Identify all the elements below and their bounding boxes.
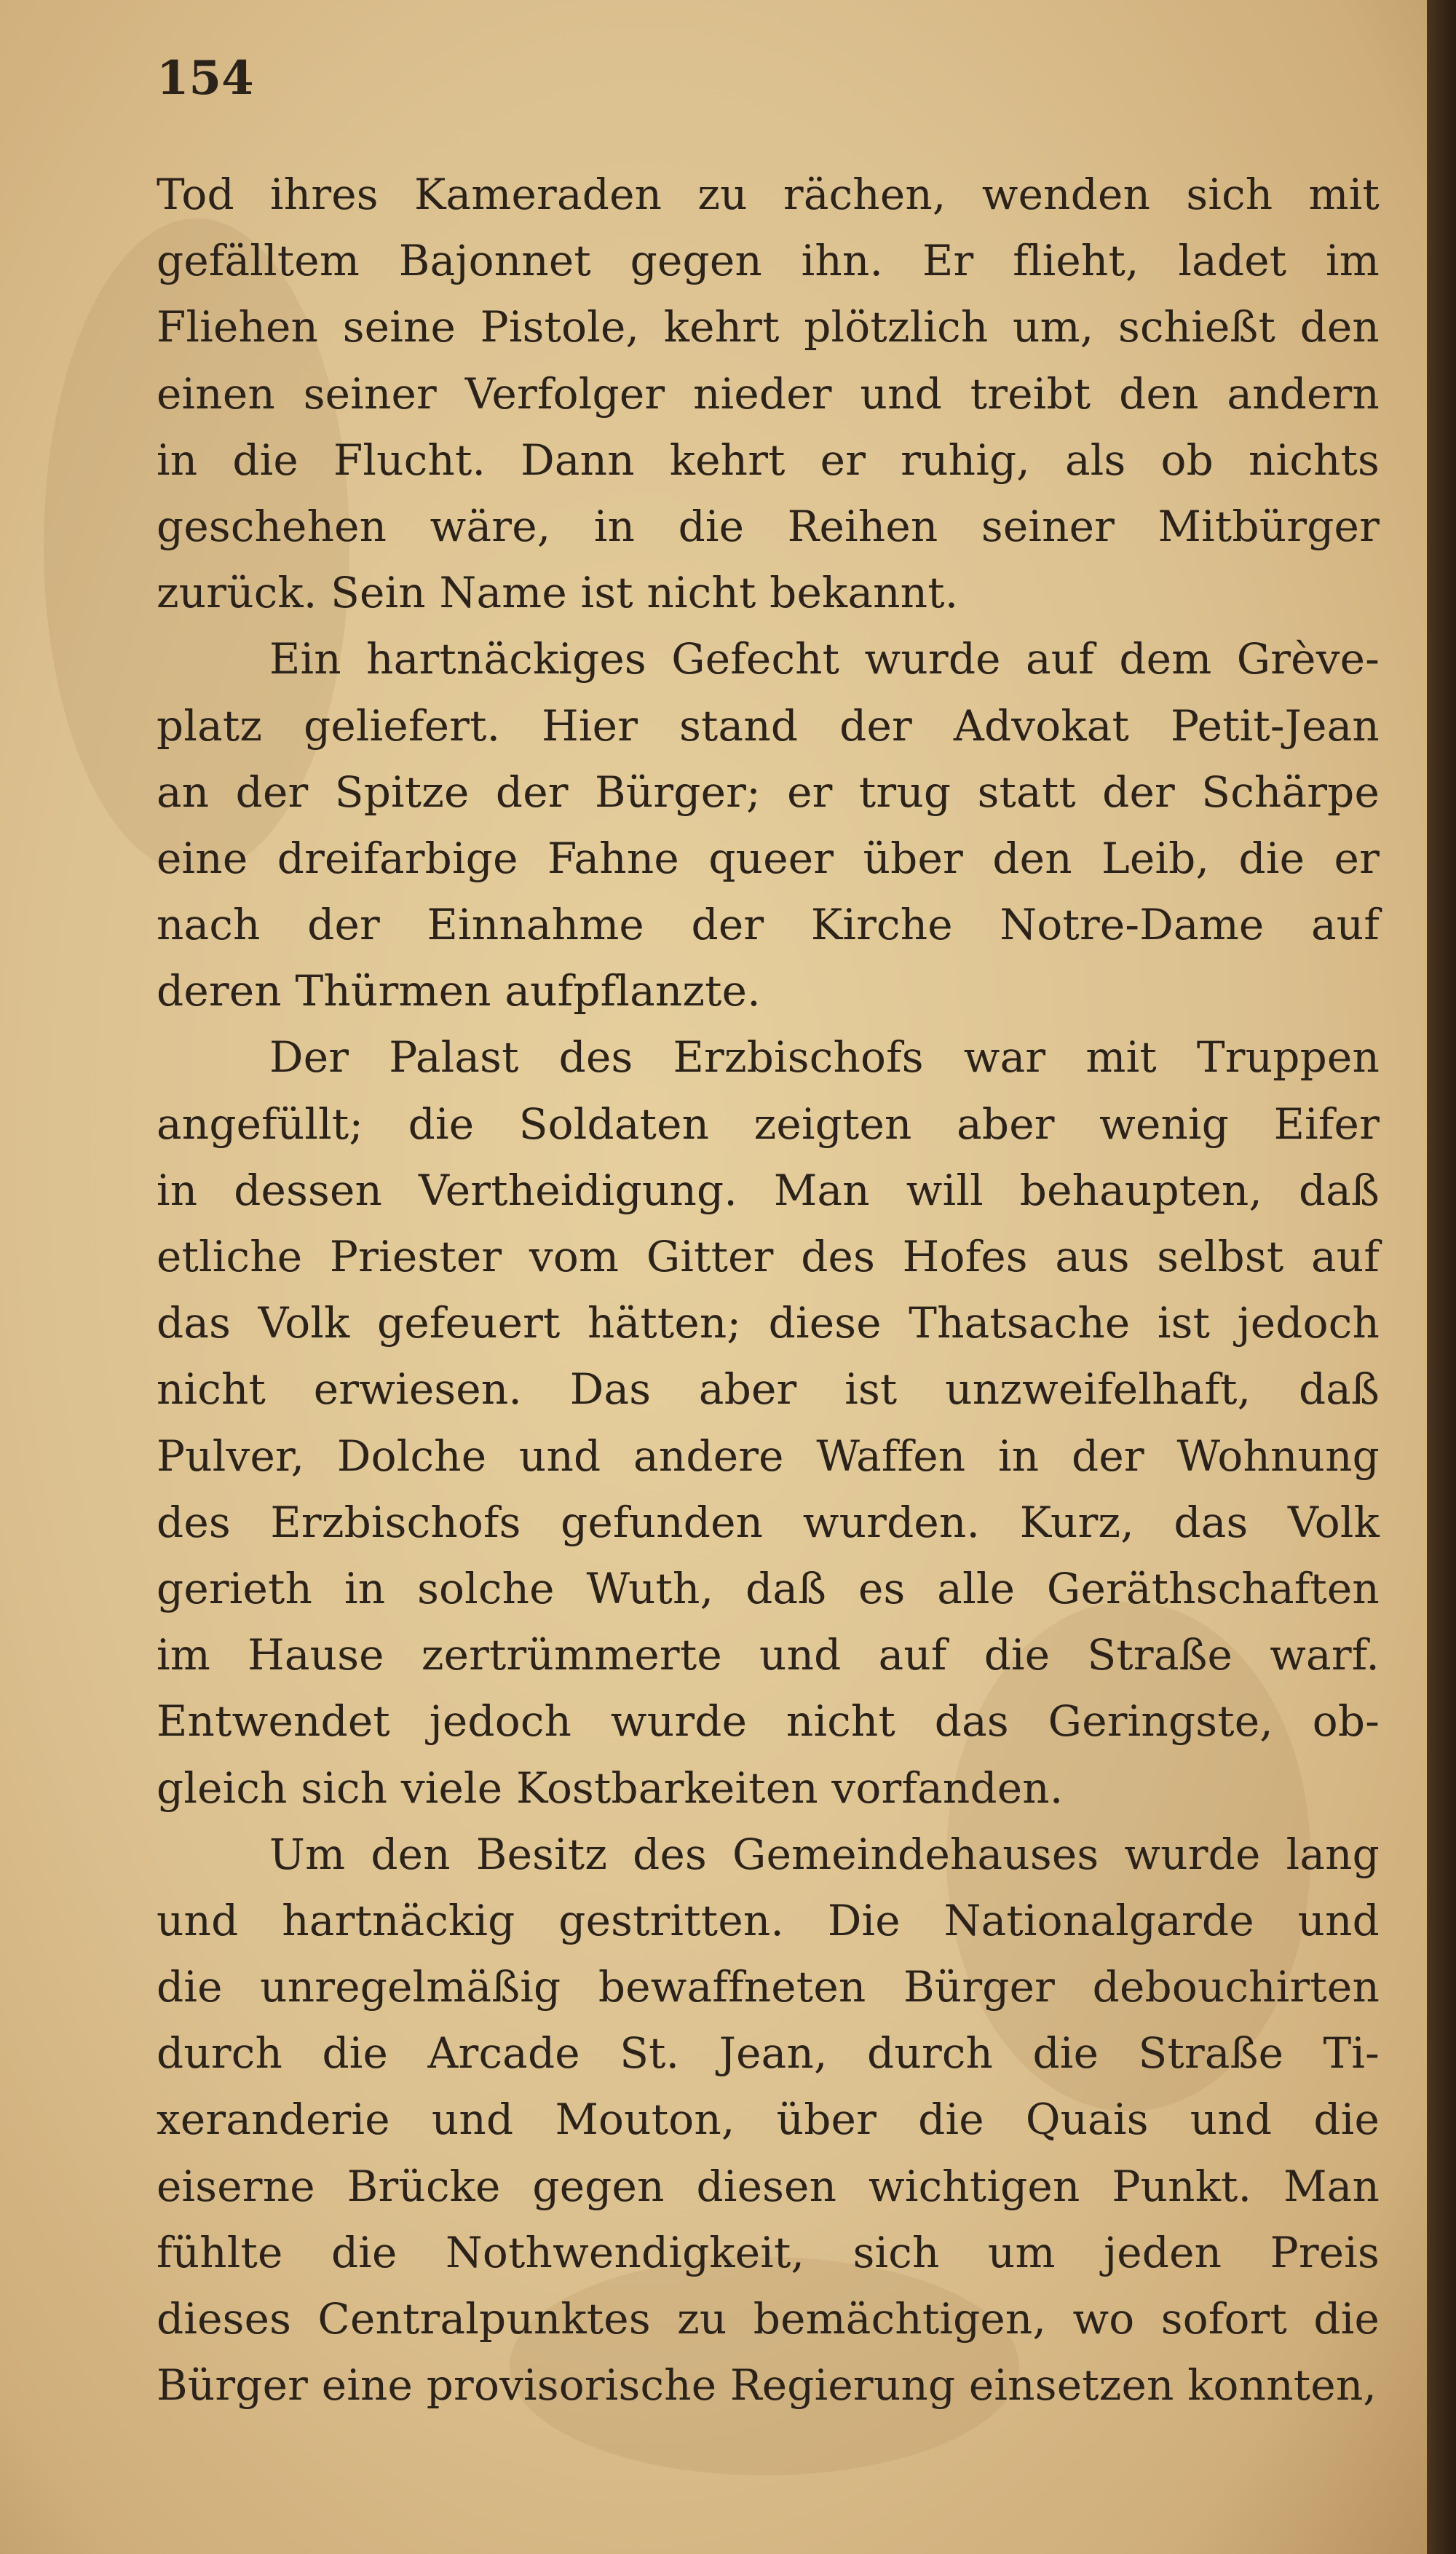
text-line: an der Spitze der Bürger; er trug statt der Schärpe: [157, 767, 1380, 817]
text-line: das Volk gefeuert hätten; diese Thatsache ist jedoch: [157, 1298, 1380, 1348]
text-line: durch die Arcade St. Jean, durch die Straße Ti-: [157, 2028, 1380, 2079]
text-line: die unregelmäßig bewaffneten Bürger debouchirten: [157, 1962, 1380, 2012]
text-line: platz geliefert. Hier stand der Advokat Petit-Jean: [157, 700, 1380, 751]
text-line: angefüllt; die Soldaten zeigten aber wenig Eifer: [157, 1099, 1380, 1149]
text-line: Tod ihres Kameraden zu rächen, wenden sich mit: [157, 170, 1380, 219]
text-line: fühlte die Nothwendigkeit, sich um jeden Preis: [157, 2227, 1380, 2277]
text-line: gefälltem Bajonnet gegen ihn. Er flieht, ladet im: [157, 236, 1380, 286]
text-line: im Hause zertrümmerte und auf die Straße warf.: [157, 1630, 1380, 1680]
text-line: nicht erwiesen. Das aber ist unzweifelhaft, daß: [157, 1364, 1380, 1415]
text-line: Fliehen seine Pistole, kehrt plötzlich um, schießt den: [157, 302, 1380, 352]
book-edge: [1427, 0, 1456, 2554]
text-line: dieses Centralpunktes zu bemächtigen, wo sofort die: [157, 2294, 1380, 2344]
text-line: Bürger eine provisorische Regierung einsetzen konnten,: [157, 2360, 1377, 2411]
text-line: Entwendet jedoch wurde nicht das Geringste, ob-: [157, 1696, 1380, 1747]
text-line: eiserne Brücke gegen diesen wichtigen Punkt. Man: [157, 2161, 1380, 2211]
text-line: nach der Einnahme der Kirche Notre-Dame auf: [157, 900, 1380, 950]
text-line: zurück. Sein Name ist nicht bekannt.: [157, 568, 959, 618]
text-line: geschehen wäre, in die Reihen seiner Mitbürger: [157, 501, 1380, 551]
text-line: gleich sich viele Kostbarkeiten vorfanden.: [157, 1763, 1064, 1813]
text-line: xeranderie und Mouton, über die Quais und die: [157, 2095, 1380, 2145]
text-line: in dessen Vertheidigung. Man will behaupten, daß: [157, 1165, 1380, 1215]
text-line: und hartnäckig gestritten. Die Nationalgarde und: [157, 1895, 1380, 1945]
text-line: Der Palast des Erzbischofs war mit Truppen: [269, 1032, 1380, 1083]
text-line: in die Flucht. Dann kehrt er ruhig, als ob nichts: [157, 435, 1380, 485]
text-line: einen seiner Verfolger nieder und treibt den andern: [157, 368, 1380, 419]
text-line: Um den Besitz des Gemeindehauses wurde lang: [269, 1829, 1380, 1879]
text-line: Pulver, Dolche und andere Waffen in der Wohnung: [157, 1431, 1380, 1481]
text-line: des Erzbischofs gefunden wurden. Kurz, das Volk: [157, 1497, 1380, 1547]
text-line: eine dreifarbige Fahne queer über den Leib, die er: [157, 833, 1380, 883]
body-text: [157, 162, 1380, 2419]
text-line: etliche Priester vom Gitter des Hofes aus selbst auf: [157, 1232, 1380, 1281]
page-number: 154: [157, 51, 254, 106]
text-line: deren Thürmen aufpflanzte.: [157, 966, 761, 1016]
text-line: Ein hartnäckiges Gefecht wurde auf dem Grève-: [269, 634, 1380, 684]
text-line: gerieth in solche Wuth, daß es alle Geräthschaften: [157, 1563, 1380, 1613]
